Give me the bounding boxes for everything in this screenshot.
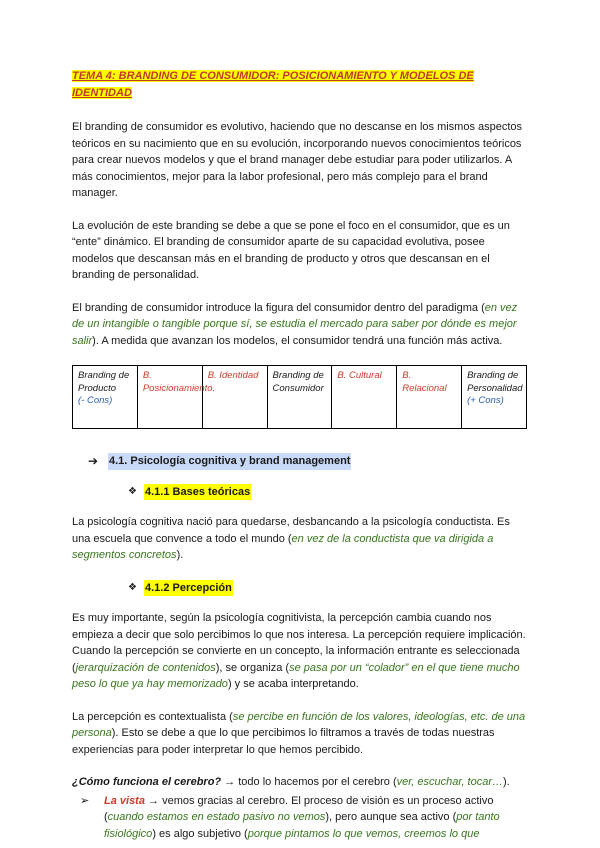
paragraph-evolution: La evolución de este branding se debe a que se pone el foco en el consumidor, que es un “ente” dinámico. El branding de consumidor aparte de su capacidad evolutiva, posee modelos que descansan más en el branding de producto y otros que descansan en el branding de personalidad.: [72, 219, 510, 281]
paragraph-cognitive: [72, 514, 527, 564]
list-item-text: [104, 793, 527, 843]
text-run: → vemos gracias al cerebro. El proceso de visión es un proceso activo (: [104, 794, 494, 823]
branding-models-table: [72, 365, 527, 429]
table-row: [73, 366, 527, 429]
cell-sublabel: (+ Cons): [467, 395, 504, 406]
heading-4-1-1: [128, 484, 527, 501]
text-run: → todo lo hacemos por el cerebro (: [221, 776, 397, 788]
question-title: ¿Cómo funciona el cerebro?: [72, 776, 222, 788]
text-run: ), se organiza (: [215, 661, 290, 674]
text-run: ), pero aunque sea activo (: [325, 811, 457, 823]
text-run: Es muy importante, según la psicología cognitivista, la percepción cambia cuando nos empieza a decir que solo percibimos lo que nos interesa. La percepción requiere implicación. Cuando la percepción se convierte en un concepto, la información entrante es seleccionada (: [72, 612, 526, 674]
arrow-bullet-icon: ➔: [88, 454, 99, 468]
table-cell-personality: [462, 366, 527, 429]
text-run: ) y se acaba interpretando.: [227, 678, 359, 690]
text-run: ).: [176, 549, 184, 561]
text-run: ). A medida que avanzan los modelos, el consumidor tendrá una función más activa.: [92, 334, 503, 347]
cell-sublabel: (- Cons): [78, 395, 113, 406]
paragraph-consumer-figure: [72, 300, 527, 350]
document-content: [72, 68, 527, 842]
table-cell-identity: B. Identidad: [202, 366, 267, 429]
text-run: ) es algo subjetivo (: [152, 827, 248, 840]
green-note: jerarquización de contenidos: [75, 661, 216, 674]
table-cell-cultural: B. Cultural: [332, 366, 397, 429]
title-block: [72, 68, 527, 101]
green-note: en vez de un intangible o tangible porque sí, se estudia el mercado para saber por dónde es mejor salir: [72, 301, 518, 347]
document-title: TEMA 4: BRANDING DE CONSUMIDOR: POSICIONAMIENTO Y MODELOS DE IDENTIDAD: [72, 70, 474, 99]
text-run: El branding de consumidor introduce la figura del consumidor dentro del paradigma (: [72, 301, 485, 314]
diamond-bullet-icon: ❖: [128, 485, 137, 497]
table-cell-consumer: Branding de Consumidor: [267, 366, 332, 429]
table-cell-relational: B. Relacional: [397, 366, 462, 429]
list-item-label: La vista: [104, 794, 145, 807]
paragraph-contextualist: [72, 709, 527, 759]
cell-label: Branding de Personalidad: [467, 370, 523, 394]
text-run: ).: [503, 776, 510, 788]
green-note: por tanto fisiológico: [104, 811, 500, 840]
list-item-vision: [80, 793, 527, 843]
heading-4-1: [88, 453, 527, 470]
brain-question: [72, 774, 527, 791]
heading-4-1-2: [128, 580, 527, 597]
green-note: porque pintamos lo que vemos, creemos lo que: [247, 827, 480, 840]
cell-label: Branding de Producto: [78, 370, 130, 394]
green-note: ver, escuchar, tocar…: [396, 776, 504, 788]
green-note: se pasa por un “colador” en el que tiene mucho peso lo que ya hay memorizado: [72, 661, 520, 690]
triangle-arrow-icon: ➢: [80, 794, 90, 807]
green-note: en vez de la conductista que va dirigida a segmentos concretos: [72, 532, 494, 561]
text-run: ). Esto se debe a que lo que percibimos lo filtramos a través de todas nuestras experiencias para poder interpretar lo que hemos percibido.: [72, 727, 495, 756]
green-note: se percibe en función de los valores, ideologías, etc. de una persona: [72, 710, 526, 739]
heading-label: 4.1. Psicología cognitiva y brand management: [108, 453, 351, 470]
diamond-bullet-icon: ❖: [128, 581, 137, 593]
heading-label: 4.1.2 Percepción: [144, 580, 233, 597]
table-cell-product: [73, 366, 138, 429]
green-note: cuando estamos en estado pasivo no vemos: [107, 811, 326, 823]
paragraph-intro: El branding de consumidor es evolutivo, haciendo que no descanse en los mismos aspectos teóricos en su nacimiento que en su evolución, incorporando nuevos conocimientos teóricos para crear nuevos modelos y que el brand manager debe estudiar para poder utilizarlos. A más conocimientos, mejor para la labor profesional, pero más complejo para el brand manager.: [72, 121, 523, 199]
text-run: La percepción es contextualista (: [72, 710, 233, 723]
table-cell-positioning: B. Posicionamiento.: [137, 366, 202, 429]
paragraph-perception: [72, 610, 527, 693]
heading-label: 4.1.1 Bases teóricas: [144, 484, 251, 501]
text-run: La psicología cognitiva nació para quedarse, desbancando a la psicología conductista. Es una escuela que convence a todo el mundo (: [72, 516, 510, 545]
